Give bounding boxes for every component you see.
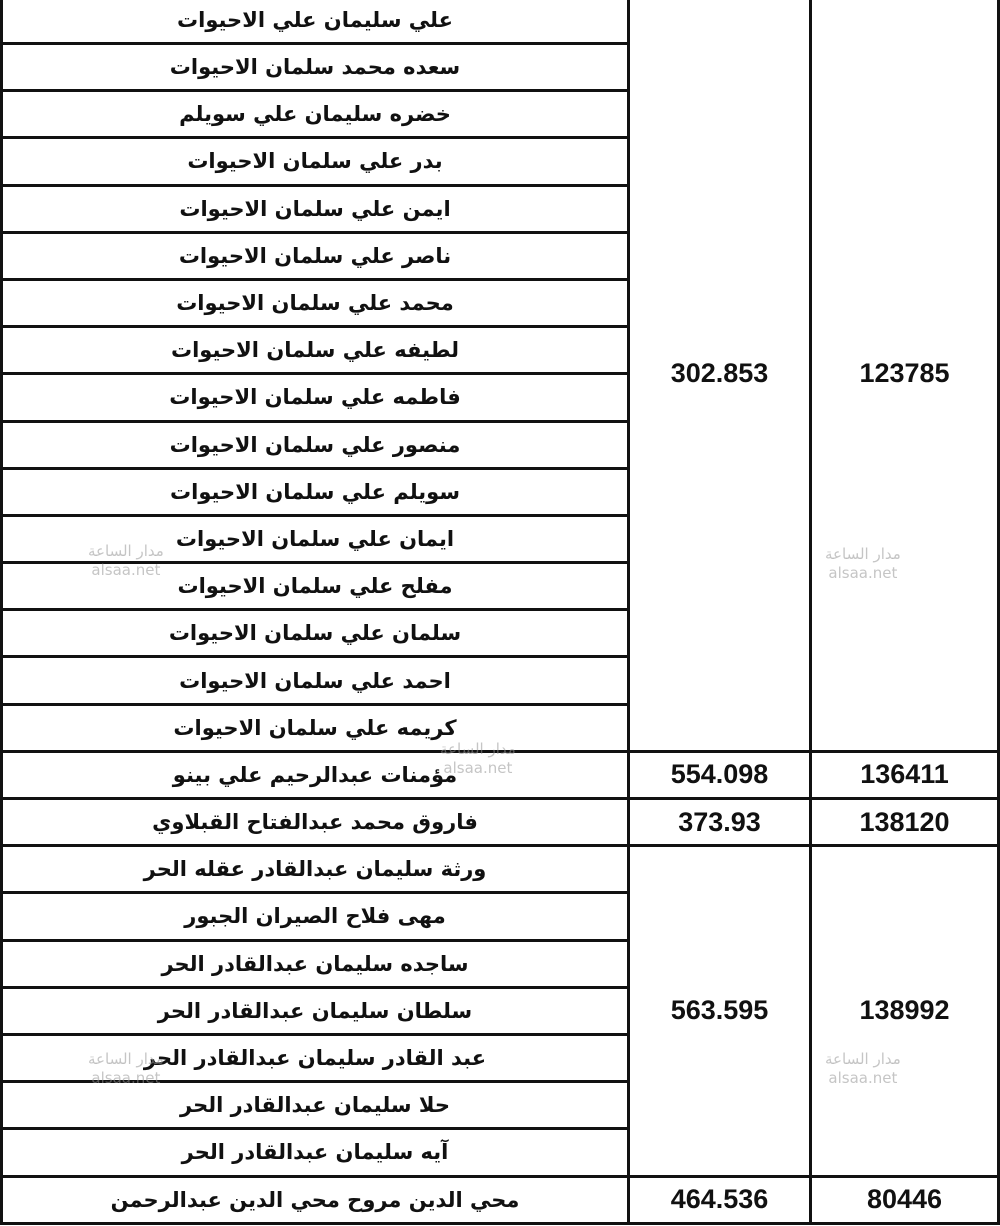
area-cell: 302.853 <box>629 0 811 751</box>
owner-name-cell: حلا سليمان عبدالقادر الحر <box>2 1082 629 1129</box>
parcel-id-cell: 136411 <box>811 751 999 798</box>
owner-name-cell: عبد القادر سليمان عبدالقادر الحر <box>2 1034 629 1081</box>
watermark-url: alsaa.net <box>91 561 161 579</box>
owner-name-cell: ورثة سليمان عبدالقادر عقله الحر <box>2 846 629 893</box>
table-row <box>2 1176 999 1223</box>
owner-name-cell: محمد علي سلمان الاحيوات <box>2 279 629 326</box>
owner-name-cell: ساجده سليمان عبدالقادر الحر <box>2 940 629 987</box>
owner-name-cell: مفلح علي سلمان الاحيوات <box>2 563 629 610</box>
watermark-url: alsaa.net <box>828 564 898 582</box>
area-cell: 464.536 <box>629 1176 811 1223</box>
owner-name-cell: ناصر علي سلمان الاحيوات <box>2 232 629 279</box>
owner-name-cell: سويلم علي سلمان الاحيوات <box>2 468 629 515</box>
watermark-text: مدار الساعة <box>88 1050 164 1068</box>
owner-name-cell: لطيفه علي سلمان الاحيوات <box>2 327 629 374</box>
area-cell: 554.098 <box>629 751 811 798</box>
parcel-id-cell: 80446 <box>811 1176 999 1223</box>
table-row <box>2 751 999 798</box>
owner-name-cell: ايمان علي سلمان الاحيوات <box>2 515 629 562</box>
owner-name-cell: سلمان علي سلمان الاحيوات <box>2 610 629 657</box>
owner-name-cell: بدر علي سلمان الاحيوات <box>2 138 629 185</box>
table-row <box>2 846 999 893</box>
parcel-id-cell: 138120 <box>811 799 999 846</box>
owner-name-cell: كريمه علي سلمان الاحيوات <box>2 704 629 751</box>
owner-name-cell: علي سليمان علي الاحيوات <box>2 0 629 44</box>
area-cell: 373.93 <box>629 799 811 846</box>
parcel-id-cell: 138992 <box>811 846 999 1176</box>
parcel-id-cell: 123785 <box>811 0 999 751</box>
owner-name-cell: فاطمه علي سلمان الاحيوات <box>2 374 629 421</box>
owner-name-cell: مهى فلاح الصيران الجبور <box>2 893 629 940</box>
owner-name-cell: فاروق محمد عبدالفتاح القبلاوي <box>2 799 629 846</box>
table-row <box>2 799 999 846</box>
watermark-text: مدار الساعة <box>825 1050 901 1068</box>
owner-name-cell: محي الدين مروح محي الدين عبدالرحمن <box>2 1176 629 1223</box>
owner-name-cell: سلطان سليمان عبدالقادر الحر <box>2 987 629 1034</box>
watermark-url: alsaa.net <box>91 1069 161 1087</box>
watermark-text: مدار الساعة <box>88 542 164 560</box>
owner-name-cell: خضره سليمان علي سويلم <box>2 91 629 138</box>
table-row <box>2 0 999 44</box>
watermark-text: مدار الساعة <box>825 545 901 563</box>
watermark-url: alsaa.net <box>828 1069 898 1087</box>
owner-name-cell: احمد علي سلمان الاحيوات <box>2 657 629 704</box>
watermark-url: alsaa.net <box>443 759 513 777</box>
owner-name-cell: آيه سليمان عبدالقادر الحر <box>2 1129 629 1176</box>
owner-name-cell: سعده محمد سلمان الاحيوات <box>2 44 629 91</box>
watermark-text: مدار الساعة <box>440 740 516 758</box>
owner-name-cell: ايمن علي سلمان الاحيوات <box>2 185 629 232</box>
area-cell: 563.595 <box>629 846 811 1176</box>
owner-name-cell: منصور علي سلمان الاحيوات <box>2 421 629 468</box>
owner-name-cell: مؤمنات عبدالرحيم علي بينو <box>2 751 629 798</box>
